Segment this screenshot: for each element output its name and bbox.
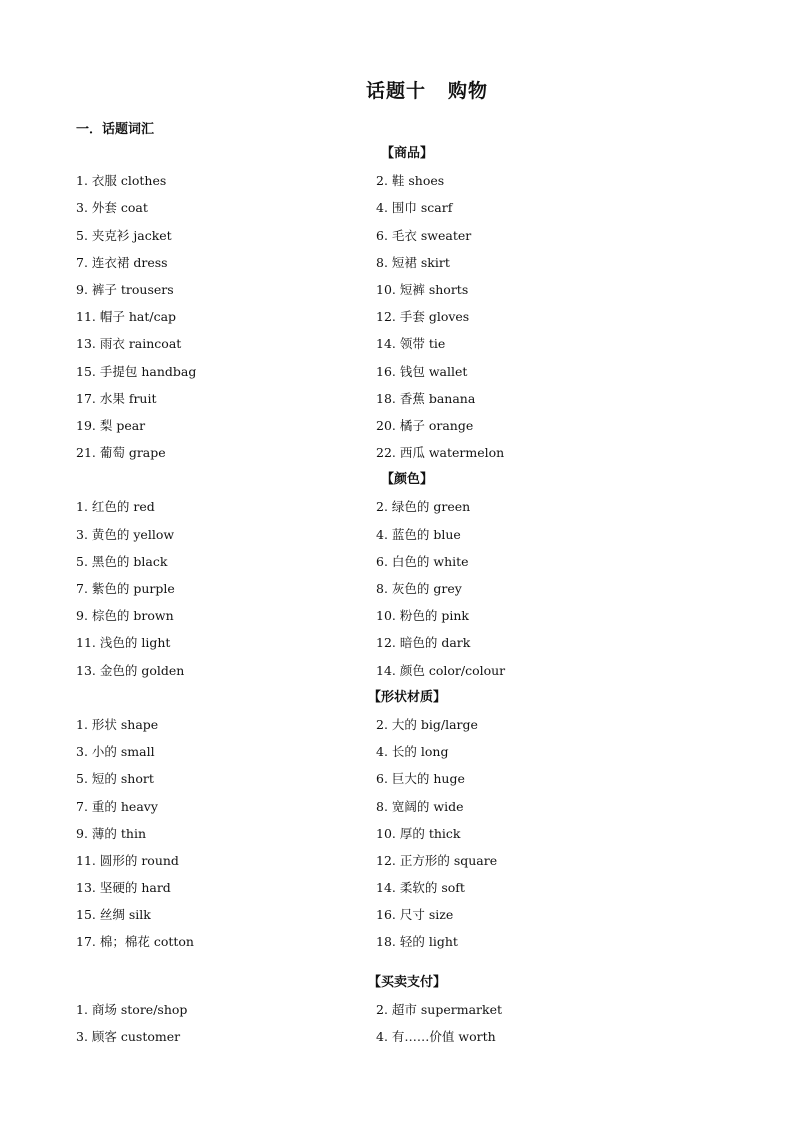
vocab-item: 9. 裤子 trousers	[76, 281, 174, 297]
vocab-item: 6. 白色的 white	[376, 553, 469, 569]
vocab-row	[0, 765, 794, 792]
vocab-row	[0, 439, 794, 466]
vocab-item: 4. 围巾 scarf	[376, 200, 453, 216]
vocab-row	[0, 548, 794, 575]
vocab-item: 17. 水果 fruit	[76, 390, 157, 406]
vocab-row	[0, 901, 794, 928]
vocab-row	[0, 167, 794, 194]
vocab-row	[0, 303, 794, 330]
vocab-item: 5. 短的 short	[76, 771, 154, 787]
vocab-item: 1. 商场 store/shop	[76, 1001, 188, 1017]
category-heading: 【形状材质】	[367, 689, 446, 705]
vocab-item: 19. 梨 pear	[76, 417, 146, 433]
vocab-item: 14. 颜色 color/colour	[376, 662, 506, 678]
vocab-item: 8. 灰色的 grey	[376, 581, 462, 596]
vocab-item: 4. 长的 long	[376, 744, 449, 760]
vocab-item: 1. 衣服 clothes	[76, 173, 167, 189]
vocab-item: 14. 柔软的 soft	[376, 880, 465, 896]
vocab-item: 10. 粉色的 pink	[376, 608, 469, 624]
vocab-item: 2. 鞋 shoes	[376, 173, 445, 189]
vocab-item: 7. 紫色的 purple	[76, 581, 175, 596]
vocab-row	[0, 996, 794, 1023]
vocab-row	[0, 657, 794, 684]
vocab-item: 4. 有……价值 worth	[376, 1029, 496, 1044]
vocab-item: 10. 短裤 shorts	[376, 281, 469, 297]
category-heading: 【颜色】	[380, 472, 433, 488]
vocab-item: 13. 金色的 golden	[76, 662, 185, 678]
vocab-item: 7. 连衣裙 dress	[76, 254, 168, 270]
vocab-row	[0, 629, 794, 656]
vocab-item: 5. 夹克衫 jacket	[76, 227, 172, 243]
vocab-item: 15. 手提包 handbag	[76, 363, 197, 379]
vocab-row	[0, 820, 794, 847]
vocab-item: 3. 小的 small	[76, 744, 155, 760]
vocab-row	[0, 194, 794, 221]
vocab-item: 15. 丝绸 silk	[76, 907, 151, 923]
vocab-row	[0, 385, 794, 412]
category-heading: 【买卖支付】	[367, 974, 446, 990]
vocab-item: 3. 外套 coat	[76, 200, 148, 216]
vocab-item: 18. 轻的 light	[376, 934, 458, 950]
vocab-item: 20. 橘子 orange	[376, 417, 474, 433]
vocab-row	[0, 928, 794, 955]
vocab-item: 8. 宽阔的 wide	[376, 798, 464, 814]
vocab-item: 11. 帽子 hat/cap	[76, 309, 177, 325]
vocab-item: 18. 香蕉 banana	[376, 390, 476, 406]
vocab-item: 9. 棕色的 brown	[76, 608, 174, 624]
vocab-item: 2. 绿色的 green	[376, 499, 471, 515]
vocab-row	[0, 874, 794, 901]
vocab-item: 5. 黑色的 black	[76, 553, 168, 569]
vocab-item: 12. 正方形的 square	[376, 852, 498, 868]
vocab-row	[0, 575, 794, 602]
vocab-item: 6. 毛衣 sweater	[376, 227, 472, 243]
vocab-item: 13. 坚硬的 hard	[76, 880, 171, 896]
vocabulary-list	[0, 140, 794, 1050]
vocab-item: 3. 黄色的 yellow	[76, 526, 175, 542]
vocab-row	[0, 249, 794, 276]
vocab-row	[0, 222, 794, 249]
vocab-row	[0, 847, 794, 874]
vocab-item: 6. 巨大的 huge	[376, 771, 465, 787]
vocab-row	[0, 493, 794, 520]
vocab-row	[0, 1023, 794, 1050]
vocab-row	[0, 412, 794, 439]
vocab-item: 12. 暗色的 dark	[376, 635, 471, 651]
vocab-item: 7. 重的 heavy	[76, 798, 158, 814]
vocab-item: 10. 厚的 thick	[376, 825, 461, 841]
title-topic-name: 购物	[448, 80, 489, 102]
vocab-item: 17. 棉；棉花 cotton	[76, 934, 194, 950]
vocab-item: 21. 葡萄 grape	[76, 445, 166, 461]
vocab-row	[0, 276, 794, 303]
vocab-item: 14. 领带 tie	[376, 336, 446, 352]
page-title	[0, 76, 794, 103]
vocab-item: 11. 浅色的 light	[76, 635, 171, 651]
vocab-item: 16. 尺寸 size	[376, 907, 454, 923]
vocab-item: 1. 形状 shape	[76, 716, 159, 732]
vocab-item: 4. 蓝色的 blue	[376, 526, 461, 542]
vocab-item: 13. 雨衣 raincoat	[76, 336, 182, 352]
vocab-row	[0, 793, 794, 820]
category-heading: 【商品】	[380, 146, 433, 161]
vocab-item: 1. 红色的 red	[76, 499, 155, 515]
vocab-row	[0, 358, 794, 385]
vocab-item: 2. 大的 big/large	[376, 716, 478, 732]
vocab-item: 8. 短裙 skirt	[376, 254, 450, 270]
title-topic-number: 话题十	[365, 80, 426, 102]
vocab-item: 12. 手套 gloves	[376, 309, 470, 325]
vocab-item: 22. 西瓜 watermelon	[376, 445, 505, 461]
vocab-item: 9. 薄的 thin	[76, 825, 146, 841]
vocab-row	[0, 738, 794, 765]
vocab-item: 11. 圆形的 round	[76, 852, 179, 868]
vocab-row	[0, 330, 794, 357]
section-heading: 一．话题词汇	[76, 122, 155, 137]
vocab-row	[0, 521, 794, 548]
vocab-item: 16. 钱包 wallet	[376, 363, 468, 379]
vocab-item: 2. 超市 supermarket	[376, 1001, 502, 1017]
vocab-row	[0, 602, 794, 629]
vocab-row	[0, 711, 794, 738]
vocab-item: 3. 顾客 customer	[76, 1029, 181, 1044]
